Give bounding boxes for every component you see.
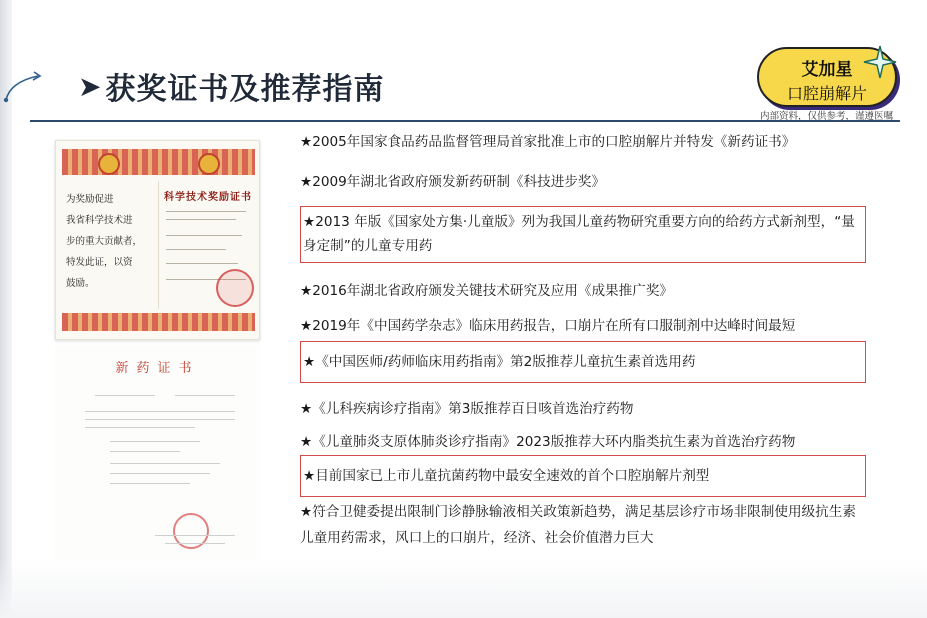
list-item-text: 2019年《中国药学杂志》临床用药报告，口崩片在所有口服制剂中达峰时间最短 bbox=[312, 318, 796, 334]
certificate-text-line bbox=[110, 483, 190, 484]
list-item bbox=[300, 170, 866, 194]
list-item-text: 《中国医师/药师临床用药指南》第2版推荐儿童抗生素首选用药 bbox=[315, 354, 696, 370]
star-icon: ★ bbox=[303, 468, 316, 484]
list-item bbox=[300, 314, 866, 338]
list-item-highlighted bbox=[300, 455, 866, 497]
certificate-text-line bbox=[155, 535, 235, 536]
certificate-text-line bbox=[110, 451, 180, 452]
national-emblem-icon bbox=[98, 153, 120, 175]
award-certificate-image bbox=[55, 140, 260, 340]
list-item bbox=[300, 130, 866, 154]
star-icon: ★ bbox=[300, 401, 313, 417]
swoosh-arrow-icon bbox=[0, 60, 60, 110]
star-icon: ★ bbox=[303, 354, 316, 370]
certificate-border-pattern bbox=[62, 313, 255, 331]
certificate-text-line bbox=[85, 411, 235, 412]
certificate-text-line bbox=[85, 419, 235, 420]
list-item bbox=[300, 397, 866, 421]
list-item-text: 《儿科疾病诊疗指南》第3版推荐百日咳首选治疗药物 bbox=[312, 401, 634, 417]
certificate-text-line: 鼓励。 bbox=[66, 278, 95, 289]
list-item bbox=[300, 430, 866, 454]
list-item-highlighted bbox=[300, 341, 866, 383]
list-item-highlighted bbox=[300, 206, 866, 263]
certificate-text-line: 为奖励促进 bbox=[66, 194, 114, 205]
title-arrow-icon: ➤ bbox=[78, 69, 102, 103]
new-drug-certificate-image bbox=[55, 345, 260, 560]
certificate-text-line bbox=[166, 219, 236, 220]
certificate-text-line bbox=[165, 543, 225, 544]
list-item-text: 《儿童肺炎支原体肺炎诊疗指南》2023版推荐大环内脂类抗生素为首选治疗药物 bbox=[312, 434, 796, 450]
star-icon: ★ bbox=[303, 214, 316, 230]
certificate-text-line bbox=[110, 441, 200, 442]
list-item-text: 2016年湖北省政府颁发关键技术研究及应用《成果推广奖》 bbox=[312, 283, 674, 299]
certificate-text-line bbox=[95, 395, 155, 396]
page-title-text: 获奖证书及推荐指南 bbox=[105, 72, 385, 107]
star-icon: ★ bbox=[300, 134, 313, 150]
certificate-border-pattern bbox=[62, 149, 255, 175]
brand-name: 艾加星 bbox=[801, 60, 853, 80]
certificate-right-title: 科学技术奖励证书 bbox=[164, 192, 252, 203]
certificate-text-line bbox=[166, 249, 226, 250]
brand-subtitle: 口腔崩解片 bbox=[786, 84, 867, 103]
list-item-text: 2013 年版《国家处方集·儿童版》列为我国儿童药物研究重要方向的给药方式新剂型，“量身定制”的儿童专用药 bbox=[303, 214, 855, 254]
certificate-text-line bbox=[110, 473, 210, 474]
star-icon: ★ bbox=[300, 434, 313, 450]
list-item-text: 目前国家已上市儿童抗菌药物中最安全速效的首个口腔崩解片剂型 bbox=[315, 468, 710, 484]
star-icon: ★ bbox=[300, 504, 313, 520]
certificate-text-line bbox=[175, 395, 235, 396]
certificate-text-line: 步的重大贡献者， bbox=[66, 236, 143, 247]
list-item-text: 2009年湖北省政府颁发新药研制《科技进步奖》 bbox=[312, 174, 606, 190]
star-icon: ★ bbox=[300, 318, 313, 334]
sparkle-icon bbox=[862, 44, 898, 80]
list-item-text: 符合卫健委提出限制门诊静脉输液相关政策新趋势，满足基层诊疗市场非限制使用级抗生素儿童用药需求，风口上的口崩片，经济、社会价值潜力巨大 bbox=[300, 504, 856, 546]
star-icon: ★ bbox=[300, 174, 313, 190]
certificate-text-line bbox=[85, 427, 195, 428]
list-item bbox=[300, 499, 866, 551]
list-item-text: 2005年国家食品药品监督管理局首家批准上市的口腔崩解片并特发《新药证书》 bbox=[312, 134, 796, 150]
certificate-text-line: 特发此证，以资 bbox=[66, 257, 133, 268]
national-emblem-icon bbox=[198, 153, 220, 175]
certificate-text-line bbox=[110, 463, 220, 464]
internal-use-note: 内部资料，仅供参考，谨遵医嘱 bbox=[760, 111, 894, 122]
certificate-text-line bbox=[166, 263, 238, 264]
new-drug-certificate-title: 新药证书 bbox=[115, 361, 200, 376]
certificate-text-line: 我省科学技术进 bbox=[66, 215, 133, 226]
certificate-left-text bbox=[66, 189, 156, 294]
page-title bbox=[78, 64, 384, 108]
list-item bbox=[300, 279, 866, 303]
certificate-fold bbox=[158, 181, 159, 309]
star-icon: ★ bbox=[300, 283, 313, 299]
red-seal-icon bbox=[216, 269, 254, 307]
bottom-fade bbox=[0, 558, 927, 618]
certificate-text-line bbox=[166, 211, 246, 212]
certificate-text-line bbox=[166, 235, 242, 236]
